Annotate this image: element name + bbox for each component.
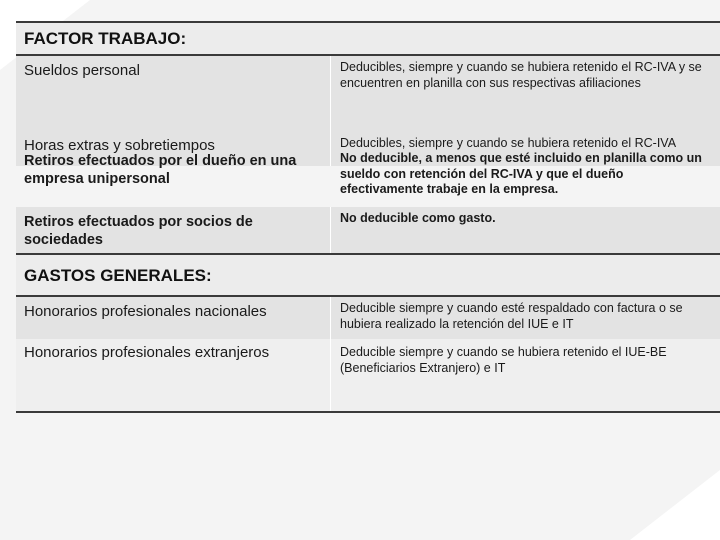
concept-cell: Honorarios profesionales nacionales <box>16 297 331 339</box>
table-row <box>16 339 720 411</box>
table-bottom-border <box>16 411 720 413</box>
treatment-cell: Deducibles, siempre y cuando se hubiera retenido el RC-IVA y se encuentren en planilla con sus respectivas afiliaciones <box>340 60 702 90</box>
table-row <box>16 207 720 253</box>
concept-cell: Horas extras y sobretiempos <box>16 134 331 166</box>
treatment-cell: Deducible siempre y cuando se hubiera retenido el IUE-BE (Beneficiarios Extranjero) e IT <box>340 345 667 375</box>
concept-cell: Retiros efectuados por el dueño en una empresa unipersonal <box>24 153 297 187</box>
table-row <box>16 149 720 207</box>
section-header-factor-trabajo <box>16 21 720 56</box>
concept-cell: Retiros efectuados por socios de sociedades <box>16 207 331 253</box>
concept-cell: Honorarios profesionales extranjeros <box>16 339 331 411</box>
treatment-cell: No deducible, a menos que esté incluido en planilla como un sueldo con retención del RC-IVA y que el dueño efectivamente trabaje en la empresa. <box>340 151 702 196</box>
table-row <box>16 56 720 134</box>
table-row <box>16 297 720 339</box>
concept-cell: Sueldos personal <box>16 56 331 134</box>
treatment-cell: No deducible como gasto. <box>340 211 496 225</box>
treatment-cell: Deducible siempre y cuando esté respaldado con factura o se hubiera realizado la retención del IUE e IT <box>340 301 683 331</box>
treatment-cell: Deducibles, siempre y cuando se hubiera retenido el RC-IVA <box>340 136 677 150</box>
section-title: FACTOR TRABAJO: <box>24 29 187 48</box>
section-header-gastos-generales <box>16 253 720 297</box>
section-title: GASTOS GENERALES: <box>24 266 212 285</box>
